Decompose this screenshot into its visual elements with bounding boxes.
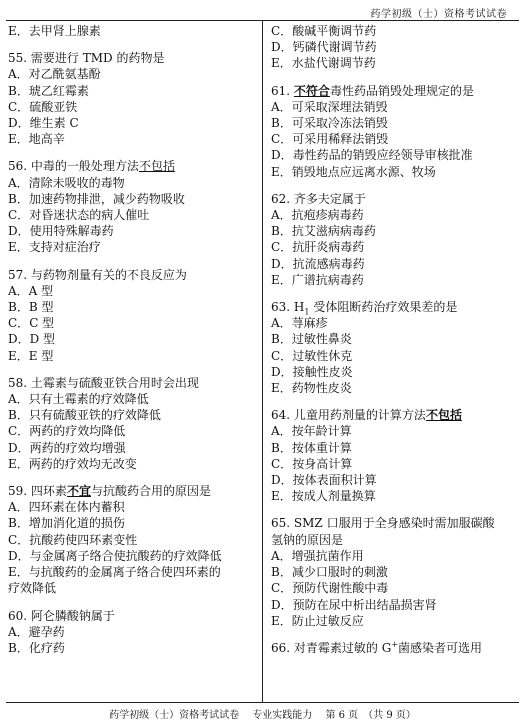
option-line: A．抗疱疹病毒药 xyxy=(271,208,364,223)
question-stem-62: 62. 齐多夫定属于 xyxy=(271,191,366,206)
option-line: D．维生素 C xyxy=(8,116,79,131)
option-line: E．去甲肾上腺素 xyxy=(8,24,101,38)
right-column xyxy=(271,23,521,656)
option-line: B．抗艾滋病病毒药 xyxy=(271,224,376,239)
option-line: A．荨麻疹 xyxy=(271,316,328,331)
option-line: A．增强抗菌作用 xyxy=(271,548,364,563)
footer-rule xyxy=(6,702,519,703)
option-line: D．D 型 xyxy=(8,332,56,347)
left-column xyxy=(8,23,258,656)
option-line: C．酸碱平衡调节药 xyxy=(271,24,377,38)
option-line-continued: 疗效降低 xyxy=(8,581,57,596)
option-line: D．抗流感病毒药 xyxy=(271,256,365,271)
option-line: E．E 型 xyxy=(8,348,54,363)
option-line: D．毒性药品的销毁应经领导审核批准 xyxy=(271,148,473,163)
emphasis-underline: 不符合 xyxy=(293,83,330,98)
question-stem-58: 58. 土霉素与硫酸亚铁合用时会出现 xyxy=(8,375,199,390)
emphasis-underline: 不包括 xyxy=(425,408,462,423)
option-line: D．与金属离子络合使抗酸药的疗效降低 xyxy=(8,548,222,563)
option-line: A．只有土霉素的疗效降低 xyxy=(8,392,149,407)
question-stem-60: 60. 阿仑膦酸钠属于 xyxy=(8,608,115,623)
option-line: D．预防在尿中析出结晶损害肾 xyxy=(271,597,437,612)
option-line: B．化疗药 xyxy=(8,640,65,655)
option-line: E．防止过敏反应 xyxy=(271,613,364,628)
option-line: C．抗酸药使四环素变性 xyxy=(8,532,138,547)
question-stem-59: 59. 四环素不宜与抗酸药合用的原因是 xyxy=(8,484,211,499)
option-line: D．接触性皮炎 xyxy=(271,364,353,379)
option-line: E．与抗酸药的金属离子络合使四环素的 xyxy=(8,565,221,580)
column-divider xyxy=(262,21,263,702)
option-line: E．水盐代谢调节药 xyxy=(271,56,376,71)
option-line: A．按年龄计算 xyxy=(271,424,352,439)
option-line: B．只有硫酸亚铁的疗效降低 xyxy=(8,408,161,423)
footer-text: 药学初级（士）资格考试试卷 专业实践能力 第 6 页 （共 9 页） xyxy=(109,710,416,721)
option-line: A．四环素在体内蓄积 xyxy=(8,500,125,515)
question-stem-65-continued: 氢钠的原因是 xyxy=(271,532,344,547)
option-line: A．清除未吸收的毒物 xyxy=(8,175,125,190)
option-line: C．可采用稀释法销毁 xyxy=(271,132,389,147)
option-line: A．可采取深埋法销毁 xyxy=(271,99,388,114)
option-line: B．可采取冷冻法销毁 xyxy=(271,116,388,131)
question-stem-56: 56. 中毒的一般处理方法不包括 xyxy=(8,159,175,174)
option-line: D．钙磷代谢调节药 xyxy=(271,40,377,55)
option-line: A．A 型 xyxy=(8,283,54,298)
option-line: D．两药的疗效均增强 xyxy=(8,440,126,455)
option-line: C．C 型 xyxy=(8,316,55,331)
option-line: E．两药的疗效均无改变 xyxy=(8,456,137,471)
option-line: C．对昏迷状态的病人催吐 xyxy=(8,208,150,223)
option-line: E．按成人剂量换算 xyxy=(271,489,376,504)
question-stem-57: 57. 与药物剂量有关的不良反应为 xyxy=(8,267,187,282)
question-stem-55: 55. 需要进行 TMD 的药物是 xyxy=(8,51,165,66)
emphasis-underline: 不包括 xyxy=(138,159,175,174)
page-footer xyxy=(0,702,525,721)
option-line: A．对乙酰氨基酚 xyxy=(8,67,101,82)
option-line: E．药物性皮炎 xyxy=(271,381,352,396)
option-line: E．支持对症治疗 xyxy=(8,240,101,255)
option-line: B．按体重计算 xyxy=(271,440,352,455)
page-header xyxy=(0,0,525,22)
option-line: C．两药的疗效均降低 xyxy=(8,424,126,439)
option-line: C．过敏性休克 xyxy=(271,348,353,363)
option-line: E．地高辛 xyxy=(8,132,65,147)
question-stem-66: 66. 对青霉素过敏的 G+菌感染者可选用 xyxy=(271,639,483,655)
option-line: B．B 型 xyxy=(8,300,54,315)
option-line: D．按体表面积计算 xyxy=(271,473,377,488)
option-line: B．增加消化道的损伤 xyxy=(8,516,125,531)
question-stem-64: 64. 儿童用药剂量的计算方法不包括 xyxy=(271,408,462,423)
option-line: E．销毁地点应远离水源、牧场 xyxy=(271,164,436,179)
emphasis-underline: 不宜 xyxy=(66,484,91,499)
question-stem-61: 61. 不符合毒性药品销毁处理规定的是 xyxy=(271,83,474,98)
option-line: B．琥乙红霉素 xyxy=(8,83,89,98)
option-line: B．加速药物排泄，减少药物吸收 xyxy=(8,191,185,206)
option-line: C．抗肝炎病毒药 xyxy=(271,240,365,255)
question-stem-63: 63. $H_1$ 受体阻断药治疗效果差的是 xyxy=(271,300,458,316)
option-line: B．过敏性鼻炎 xyxy=(271,332,352,347)
option-line: D．使用特殊解毒药 xyxy=(8,224,114,239)
header-title: 药学初级（士）资格考试试卷 xyxy=(370,9,507,20)
option-line: C．预防代谢性酸中毒 xyxy=(271,581,389,596)
option-line: C．按身高计算 xyxy=(271,456,353,471)
option-line: E．广谱抗病毒药 xyxy=(271,272,364,287)
option-line: C．硫酸亚铁 xyxy=(8,99,78,114)
question-stem-65: 65. SMZ 口服用于全身感染时需加服碳酸 xyxy=(271,516,495,531)
option-line: B．减少口服时的刺激 xyxy=(271,565,388,580)
option-line: A．避孕药 xyxy=(8,624,65,639)
